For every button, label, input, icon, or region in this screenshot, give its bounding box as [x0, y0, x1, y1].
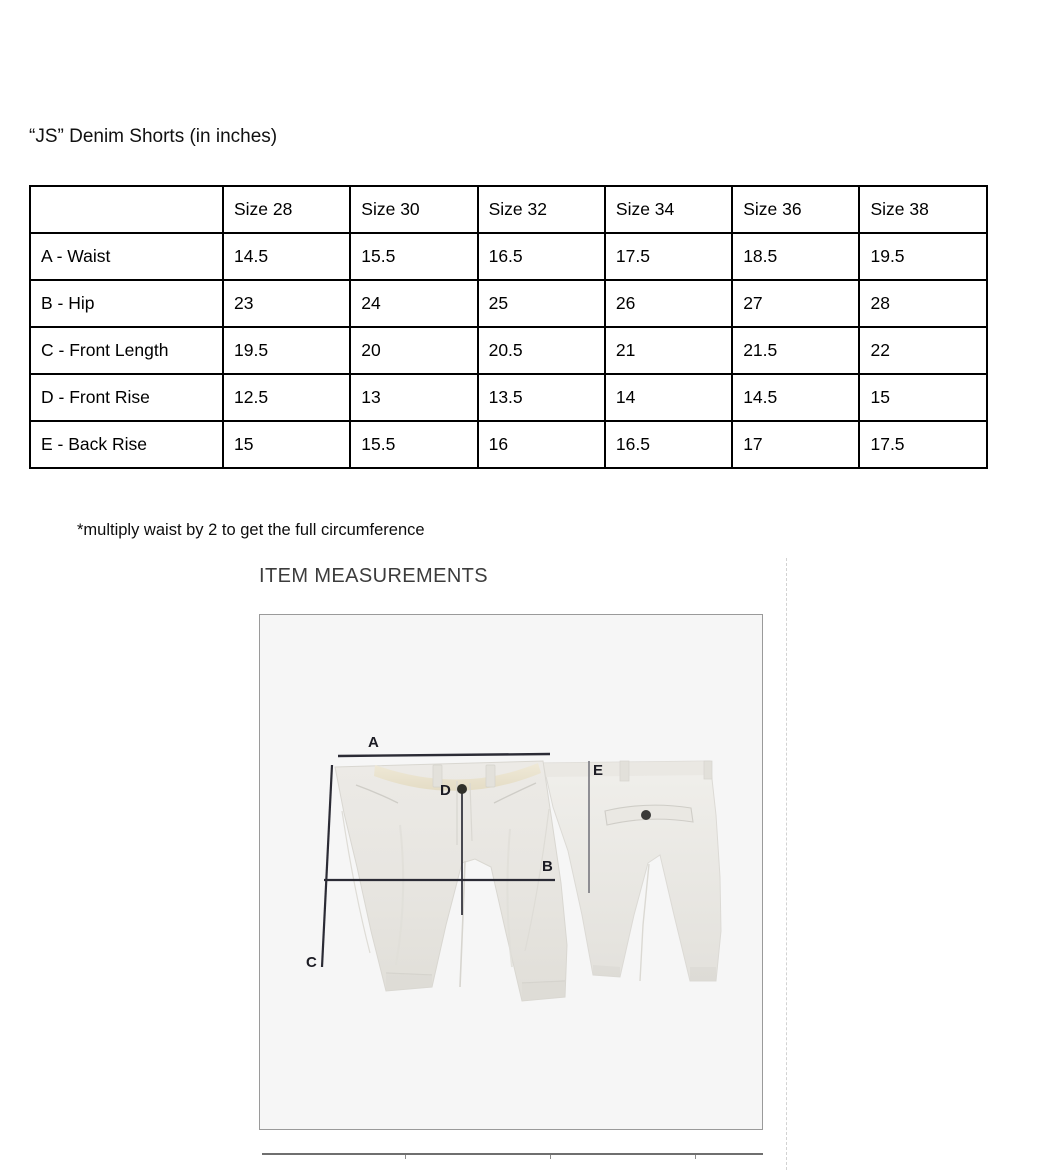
- cell-front-rise-size-30: 13: [350, 374, 477, 421]
- cell-back-rise-size-34: 16.5: [605, 421, 732, 468]
- cell-back-rise-size-30: 15.5: [350, 421, 477, 468]
- table-row: [30, 421, 987, 468]
- column-header-size-32: Size 32: [478, 186, 605, 233]
- column-divider-tick: [550, 1155, 551, 1159]
- table-row: [30, 280, 987, 327]
- cell-waist-size-38: 19.5: [859, 233, 986, 280]
- annotation-point-d: [457, 784, 467, 794]
- annotation-label-b: B: [542, 858, 553, 875]
- waist-footnote: *multiply waist by 2 to get the full circumference: [77, 521, 425, 539]
- table-row: [30, 233, 987, 280]
- size-chart-container: [29, 185, 986, 469]
- cell-back-rise-size-38: 17.5: [859, 421, 986, 468]
- annotation-label-e: E: [593, 762, 604, 779]
- annotation-label-d: D: [440, 782, 451, 799]
- cell-front-rise-size-38: 15: [859, 374, 986, 421]
- annotation-label-a: A: [368, 734, 379, 751]
- cell-front-length-size-32: 20.5: [478, 327, 605, 374]
- item-measurements-heading: ITEM MEASUREMENTS: [259, 565, 489, 587]
- cell-waist-size-28: 14.5: [223, 233, 350, 280]
- cell-waist-size-36: 18.5: [732, 233, 859, 280]
- page-title: “JS” Denim Shorts (in inches): [29, 126, 278, 147]
- table-corner-cell: [30, 186, 223, 233]
- cell-front-rise-size-34: 14: [605, 374, 732, 421]
- back-pocket-button-icon: [641, 810, 651, 820]
- cell-front-rise-size-36: 14.5: [732, 374, 859, 421]
- column-header-size-38: Size 38: [859, 186, 986, 233]
- row-label-waist: A - Waist: [30, 233, 223, 280]
- column-divider-tick: [405, 1155, 406, 1159]
- cell-front-rise-size-28: 12.5: [223, 374, 350, 421]
- cell-waist-size-32: 16.5: [478, 233, 605, 280]
- table-header-row: [30, 186, 987, 233]
- cell-front-length-size-38: 22: [859, 327, 986, 374]
- annotation-label-c: C: [306, 954, 317, 971]
- cell-back-rise-size-32: 16: [478, 421, 605, 468]
- cell-front-length-size-30: 20: [350, 327, 477, 374]
- cell-waist-size-34: 17.5: [605, 233, 732, 280]
- cell-hip-size-28: 23: [223, 280, 350, 327]
- size-chart-table: [29, 185, 988, 469]
- row-label-hip: B - Hip: [30, 280, 223, 327]
- column-header-size-34: Size 34: [605, 186, 732, 233]
- cell-front-length-size-34: 21: [605, 327, 732, 374]
- cell-hip-size-34: 26: [605, 280, 732, 327]
- column-header-size-30: Size 30: [350, 186, 477, 233]
- cell-front-length-size-28: 19.5: [223, 327, 350, 374]
- row-label-front-length: C - Front Length: [30, 327, 223, 374]
- column-header-size-28: Size 28: [223, 186, 350, 233]
- row-label-back-rise: E - Back Rise: [30, 421, 223, 468]
- column-header-size-36: Size 36: [732, 186, 859, 233]
- cell-hip-size-36: 27: [732, 280, 859, 327]
- measurement-diagram-panel: [259, 614, 763, 1130]
- cell-hip-size-38: 28: [859, 280, 986, 327]
- row-label-front-rise: D - Front Rise: [30, 374, 223, 421]
- table-row: [30, 327, 987, 374]
- cell-hip-size-32: 25: [478, 280, 605, 327]
- cell-front-rise-size-32: 13.5: [478, 374, 605, 421]
- cell-front-length-size-36: 21.5: [732, 327, 859, 374]
- column-divider-tick: [695, 1155, 696, 1159]
- cell-back-rise-size-36: 17: [732, 421, 859, 468]
- vertical-dashed-divider: [786, 558, 787, 1170]
- cell-hip-size-30: 24: [350, 280, 477, 327]
- next-table-top-edge: [262, 1153, 763, 1172]
- cell-waist-size-30: 15.5: [350, 233, 477, 280]
- table-row: [30, 374, 987, 421]
- shorts-measurement-diagram: [260, 615, 762, 1129]
- cell-back-rise-size-28: 15: [223, 421, 350, 468]
